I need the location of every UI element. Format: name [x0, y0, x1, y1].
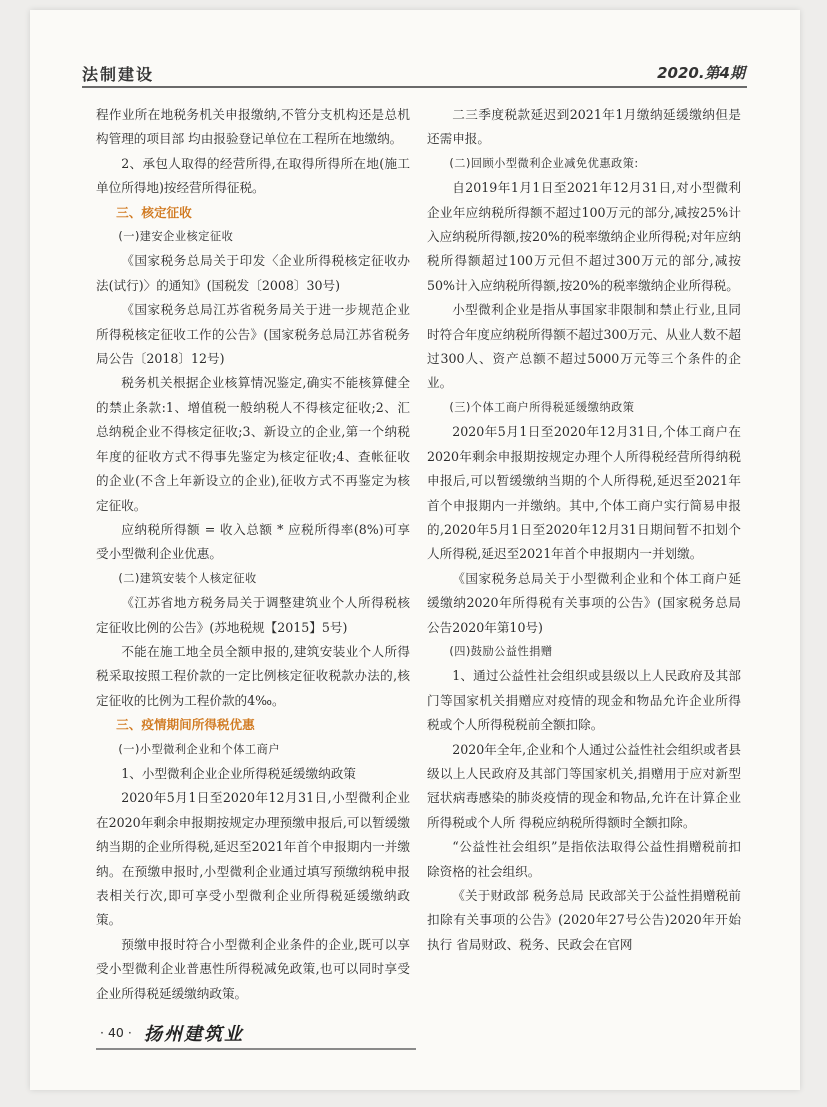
magazine-logo: 扬州建筑业	[144, 1024, 244, 1045]
paragraph: 《国家税务总局关于小型微利企业和个体工商户延缓缴纳2020年所得税有关事项的公告》(国家税务总局公告2020年第10号)	[427, 570, 741, 635]
right-column	[427, 103, 741, 957]
paragraph: 自2019年1月1日至2021年12月31日,对小型微利企业年应纳税所得额不超过100万元的部分,减按25%计入应纳税所得额,按20%的税率缴纳企业所得税;对年应纳税所得额超过100万元但不超过300万元的部分,减按50%计入应纳税所得额,按20%的税率缴纳企业所得税。	[427, 180, 741, 293]
paragraph: 《江苏省地方税务局关于调整建筑业个人所得税核定征收比例的公告》(苏地税规【2015】5号)	[96, 595, 410, 635]
paragraph: 税务机关根据企业核算情况鉴定,确实不能核算健全的禁止条款:1、增值税一般纳税人不得核定征收;2、汇总纳税企业不得核定征收;3、新设立的企业,第一个纳税年度的征收方式不得事先鉴定为核定征收;4、查帐征收的企业(不含上年新设立的企业),征收方式不再鉴定为核定征收。	[96, 375, 410, 513]
subsection-heading: (二)回顾小型微利企业减免优惠政策:	[449, 156, 639, 170]
paragraph: 程作业所在地税务机关申报缴纳,不管分支机构还是总机构管理的项目部 均由报验登记单位在工程所在地缴纳。	[96, 107, 410, 147]
paragraph: 《国家税务总局关于印发〈企业所得税核定征收办法(试行)〉的通知》(国税发〔2008〕30号)	[96, 253, 410, 293]
paragraph: “公益性社会组织”是指依法取得公益性捐赠税前扣除资格的社会组织。	[427, 839, 741, 879]
subsection-heading: (三)个体工商户所得税延缓缴纳政策	[449, 400, 635, 414]
page-number: · 40 ·	[100, 1025, 132, 1040]
section-title: 法制建设	[82, 65, 155, 84]
section-heading: 三、核定征收	[116, 204, 192, 220]
paragraph: 小型微利企业是指从事国家非限制和禁止行业,且同时符合年度应纳税所得额不超过300万元、从业人数不超过300人、资产总额不超过5000万元等三个条件的企业。	[427, 302, 741, 391]
paragraph: 二三季度税款延迟到2021年1月缴纳延缓缴纳但是还需申报。	[427, 107, 741, 147]
left-column	[96, 103, 410, 1006]
paragraph: 不能在施工地全员全额申报的,建筑安装业个人所得税采取按照工程价款的一定比例核定征收税款办法的,核定征收的比例为工程价款的4‰。	[96, 643, 410, 708]
paragraph: 2020年5月1日至2020年12月31日,小型微利企业在2020年剩余申报期按规定办理预缴申报后,可以暂缓缴纳当期的企业所得税,延迟至2021年首个申报期内一并缴纳。在预缴申报时,小型微利企业通过填写预缴纳税申报表相关行次,即可享受小型微利企业所得税延缓缴纳政策。	[96, 790, 410, 928]
paragraph: 1、小型微利企业企业所得税延缓缴纳政策	[121, 765, 356, 781]
paragraph: 1、通过公益性社会组织或县级以上人民政府及其部门等国家机关捐赠应对疫情的现金和物品允许企业所得税或个人所得税税前全额扣除。	[427, 668, 741, 733]
issue-label: 2020.第4期	[657, 64, 745, 82]
paragraph: 2020年5月1日至2020年12月31日,个体工商户在2020年剩余申报期按规定办理个人所得税经营所得纳税申报后,可以暂缓缴纳当期的个人所得税,延迟至2021年首个申报期内一并缴纳。其中,个体工商户实行简易申报的,2020年5月1日至2020年12月31日期间暂不扣划个人所得税,延迟至2021年首个申报期内一并划缴。	[427, 424, 741, 562]
page-header	[82, 62, 747, 88]
subsection-heading: (四)鼓励公益性捐赠	[449, 644, 553, 658]
subsection-heading: (二)建筑安装个人核定征收	[118, 571, 257, 585]
paragraph: 应纳税所得额 = 收入总额 * 应税所得率(8%)可享受小型微利企业优惠。	[96, 521, 410, 562]
subsection-heading: (一)小型微利企业和个体工商户	[118, 742, 281, 756]
paragraph: 2、承包人取得的经营所得,在取得所得所在地(施工单位所得地)按经营所得征税。	[96, 155, 410, 196]
paragraph: 《关于财政部 税务总局 民政部关于公益性捐赠税前扣除有关事项的公告》(2020年27号公告)2020年开始执行 省局财政、税务、民政会在官网	[427, 888, 741, 952]
paragraph: 2020年全年,企业和个人通过公益性社会组织或者县级以上人民政府及其部门等国家机关,捐赠用于应对新型冠状病毒感染的肺炎疫情的现金和物品,允许在计算企业所得税或个人所 得税应纳税所得额时全额扣除。	[427, 741, 741, 830]
section-heading: 三、疫情期间所得税优惠	[116, 717, 255, 733]
paragraph: 预缴申报时符合小型微利企业条件的企业,既可以享受小型微利企业普惠性所得税减免政策,也可以同时享受企业所得税延缓缴纳政策。	[96, 936, 410, 1001]
paragraph: 《国家税务总局江苏省税务局关于进一步规范企业所得税核定征收工作的公告》(国家税务总局江苏省税务局公告〔2018〕12号)	[96, 302, 410, 367]
subsection-heading: (一)建安企业核定征收	[118, 230, 234, 244]
page-footer	[96, 1020, 416, 1050]
